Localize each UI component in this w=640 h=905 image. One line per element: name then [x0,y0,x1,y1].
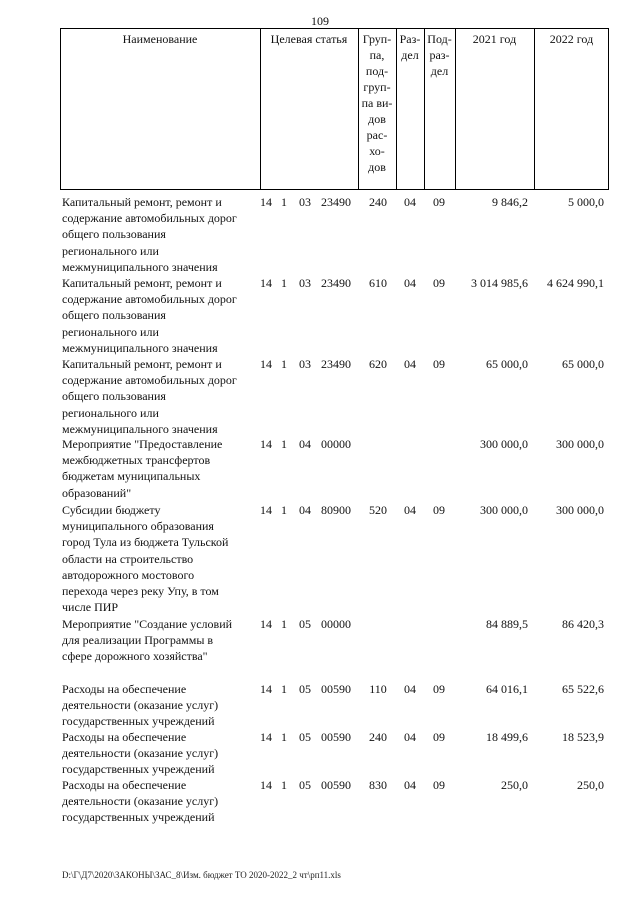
header-divider [455,28,456,190]
target-code-4: 00000 [321,617,351,631]
row-name-line: государственных учреждений [62,810,215,825]
row-name-line: содержание автомобильных дорог [62,292,237,307]
target-code-4: 00590 [321,682,351,696]
target-code-2: 1 [281,617,287,631]
target-code-3: 05 [299,617,311,631]
row-name-line: перехода через реку Упу, в том [62,584,219,599]
row-name-line: деятельности (оказание услуг) [62,698,219,713]
expense-group: 620 [369,357,387,371]
row-name-line: числе ПИР [62,600,119,615]
amount-2021: 65 000,0 [486,357,528,371]
header-group-line: рас- [366,128,388,142]
amount-2021: 9 846,2 [492,195,528,209]
header-subsection [424,31,455,79]
target-code-2: 1 [281,357,287,371]
target-code-2: 1 [281,503,287,517]
header-group-line: хо- [369,144,385,158]
row-name-line: общего пользования [62,308,166,323]
row-name [62,436,262,501]
target-code-3: 05 [299,778,311,792]
header-section-line: дел [401,48,419,62]
row-name-line: Расходы на обеспечение [62,730,187,744]
header-year-2022: 2022 год [549,32,594,46]
row-name-line: для реализации Программы в [62,633,214,648]
expense-group: 240 [369,195,387,209]
file-path-footer: D:\Г\Д7\2020\ЗАКОНЫ\ЗАС_8\Изм. бюджет ТО 2020-2022_2 чт\рп11.xls [62,870,341,880]
subsection: 09 [433,682,445,696]
row-name-line: деятельности (оказание услуг) [62,794,219,809]
target-code-2: 1 [281,195,287,209]
section: 04 [404,276,416,290]
amount-2022: 5 000,0 [568,195,604,209]
row-name-line: межмуниципального значения [62,340,218,355]
expense-group: 520 [369,503,387,517]
target-code-1: 14 [260,503,272,517]
target-code-1: 14 [260,682,272,696]
amount-2022: 250,0 [577,778,604,792]
target-code-2: 1 [281,437,287,451]
row-name-line: содержание автомобильных дорог [62,373,237,388]
row-name [62,729,262,778]
amount-2022: 65 522,6 [562,682,604,696]
row-name-line: государственных учреждений [62,762,215,777]
target-code-4: 00590 [321,778,351,792]
amount-2021: 3 014 985,6 [471,276,528,290]
amount-2022: 18 523,9 [562,730,604,744]
amount-2021: 300 000,0 [480,437,528,451]
target-code-2: 1 [281,730,287,744]
row-name-line: Мероприятие "Предоставление [62,437,223,451]
target-code-1: 14 [260,778,272,792]
expense-group: 110 [369,682,387,696]
row-name-line: бюджетам муниципальных [62,469,201,484]
subsection: 09 [433,357,445,371]
header-subsection-line: раз- [429,48,450,62]
subsection: 09 [433,276,445,290]
row-name-line: регионального или [62,405,159,420]
header-section-line: Раз- [399,32,421,46]
target-code-4: 23490 [321,357,351,371]
header-year-2021: 2021 год [472,32,517,46]
row-name-line: Капитальный ремонт, ремонт и [62,357,222,371]
header-group-line: дов [368,160,386,174]
target-code-2: 1 [281,682,287,696]
row-name-line: Субсидии бюджету [62,503,161,517]
row-name-line: Мероприятие "Создание условий [62,617,233,631]
row-name [62,616,262,665]
row-name [62,681,262,730]
expense-group: 830 [369,778,387,792]
target-code-4: 23490 [321,276,351,290]
target-code-2: 1 [281,276,287,290]
header-border [60,28,609,190]
header-divider [260,28,261,190]
section: 04 [404,357,416,371]
expense-group: 610 [369,276,387,290]
target-code-4: 00590 [321,730,351,744]
row-name-line: общего пользования [62,227,166,242]
page-number: 109 [311,14,329,28]
row-name-line: содержание автомобильных дорог [62,211,237,226]
target-code-1: 14 [260,730,272,744]
header-subsection-line: дел [430,64,449,78]
header-group-line: под- [365,64,389,78]
subsection: 09 [433,195,445,209]
amount-2022: 65 000,0 [562,357,604,371]
amount-2021: 18 499,6 [486,730,528,744]
header-name: Наименование [122,32,198,46]
header-group-line: дов [368,112,386,126]
target-code-4: 23490 [321,195,351,209]
target-code-1: 14 [260,617,272,631]
target-code-1: 14 [260,276,272,290]
target-code-1: 14 [260,437,272,451]
row-name-line: образований" [62,485,132,500]
header-divider [534,28,535,190]
header-group-line: Груп- [362,32,392,46]
row-name [62,777,262,826]
row-name-line: общего пользования [62,389,166,404]
row-name-line: город Тула из бюджета Тульской [62,535,229,550]
row-name-line: области на строительство [62,551,194,566]
subsection: 09 [433,778,445,792]
header-section [396,31,424,63]
amount-2022: 4 624 990,1 [547,276,604,290]
row-name-line: деятельности (оказание услуг) [62,746,219,761]
amount-2021: 64 016,1 [486,682,528,696]
header-subsection-line: Под- [427,32,452,46]
target-code-4: 00000 [321,437,351,451]
row-name-line: сфере дорожного хозяйства" [62,649,208,664]
row-name [62,502,262,615]
expense-group: 240 [369,730,387,744]
amount-2021: 84 889,5 [486,617,528,631]
target-code-1: 14 [260,357,272,371]
header-group [358,31,396,175]
row-name-line: межмуниципального значения [62,259,218,274]
row-name-line: межбюджетных трансфертов [62,453,211,468]
header-group-line: па, [369,48,385,62]
section: 04 [404,682,416,696]
target-code-3: 05 [299,682,311,696]
target-code-2: 1 [281,778,287,792]
target-code-3: 04 [299,503,311,517]
section: 04 [404,503,416,517]
row-name-line: государственных учреждений [62,714,215,729]
section: 04 [404,778,416,792]
subsection: 09 [433,503,445,517]
section: 04 [404,195,416,209]
amount-2022: 86 420,3 [562,617,604,631]
header-target: Целевая статья [270,32,348,46]
target-code-3: 05 [299,730,311,744]
target-code-3: 03 [299,195,311,209]
target-code-4: 80900 [321,503,351,517]
subsection: 09 [433,730,445,744]
row-name-line: автодорожного мостового [62,567,195,582]
target-code-3: 03 [299,276,311,290]
amount-2022: 300 000,0 [556,437,604,451]
row-name [62,194,262,275]
row-name-line: регионального или [62,324,159,339]
amount-2022: 300 000,0 [556,503,604,517]
row-name [62,356,262,437]
row-name-line: Капитальный ремонт, ремонт и [62,195,222,209]
row-name-line: Капитальный ремонт, ремонт и [62,276,222,290]
row-name-line: Расходы на обеспечение [62,682,187,696]
row-name-line: регионального или [62,243,159,258]
table-header [60,28,610,190]
target-code-1: 14 [260,195,272,209]
section: 04 [404,730,416,744]
target-code-3: 03 [299,357,311,371]
header-group-line: груп- [363,80,391,94]
target-code-3: 04 [299,437,311,451]
header-group-line: па ви- [361,96,393,110]
amount-2021: 250,0 [501,778,528,792]
row-name [62,275,262,356]
amount-2021: 300 000,0 [480,503,528,517]
row-name-line: межмуниципального значения [62,421,218,436]
row-name-line: муниципального образования [62,519,214,534]
row-name-line: Расходы на обеспечение [62,778,187,792]
